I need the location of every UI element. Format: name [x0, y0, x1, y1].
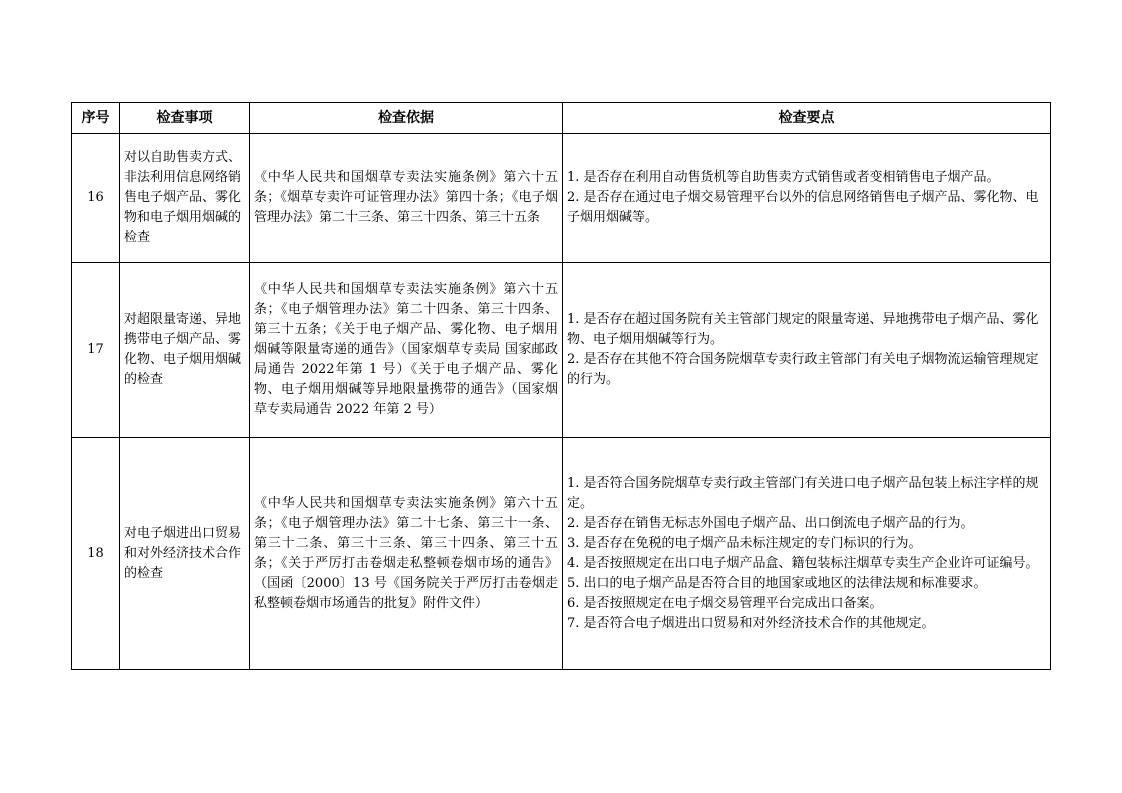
check-point: 5. 出口的电子烟产品是否符合目的地国家或地区的法律法规和标准要求。: [567, 575, 987, 591]
table-row: [72, 134, 1051, 263]
table-row: [72, 438, 1051, 670]
inspection-table: [71, 102, 1051, 670]
row-seq: 18: [72, 438, 120, 670]
check-point: 2. 是否存在通过电子烟交易管理平台以外的信息网络销售电子烟产品、雾化物、电子烟用烟碱等。: [567, 190, 1039, 225]
header-item: 检查事项: [120, 103, 250, 134]
check-point: 6. 是否按照规定在电子烟交易管理平台完成出口备案。: [567, 595, 883, 611]
row-points: [563, 134, 1051, 263]
check-point: 2. 是否存在其他不符合国务院烟草专卖行政主管部门有关电子烟物流运输管理规定的行为。: [567, 352, 1039, 387]
row-seq: 17: [72, 263, 120, 438]
row-item: 对电子烟进出口贸易和对外经济技术合作的检查: [120, 438, 250, 670]
row-points: [563, 438, 1051, 670]
check-point: 7. 是否符合电子烟进出口贸易和对外经济技术合作的其他规定。: [567, 615, 935, 631]
row-basis: 《中华人民共和国烟草专卖法实施条例》第六十五条；《电子烟管理办法》第二十四条、第三十四条、第三十五条；《关于电子烟产品、雾化物、电子烟用烟碱等限量寄递的通告》（国家烟草专卖局 国家邮政局通告 2022年第 1 号）《关于电子烟产品、雾化物、电子烟用烟碱等异地限量携带的通告》（国家烟草专卖局通告 2022 年第 2 号）: [250, 263, 563, 438]
row-item: 对超限量寄递、异地携带电子烟产品、雾化物、电子烟用烟碱的检查: [120, 263, 250, 438]
check-point: 1. 是否存在超过国务院有关主管部门规定的限量寄递、异地携带电子烟产品、雾化物、电子烟用烟碱等行为。: [567, 312, 1039, 347]
header-points: 检查要点: [563, 103, 1051, 134]
header-seq: 序号: [72, 103, 120, 134]
table-row: [72, 263, 1051, 438]
check-point: 3. 是否存在免税的电子烟产品未标注规定的专门标识的行为。: [567, 535, 922, 551]
row-basis: 《中华人民共和国烟草专卖法实施条例》第六十五条；《电子烟管理办法》第二十七条、第三十一条、第三十二条、第三十三条、第三十四条、第三十五条；《关于严厉打击卷烟走私整顿卷烟市场的通告》（国函〔2000〕13 号《国务院关于严厉打击卷烟走私整顿卷烟市场通告的批复》附件文件）: [250, 438, 563, 670]
row-basis: 《中华人民共和国烟草专卖法实施条例》第六十五条；《烟草专卖许可证管理办法》第四十条；《电子烟管理办法》第二十三条、第三十四条、第三十五条: [250, 134, 563, 263]
check-point: 1. 是否存在利用自动售货机等自助售卖方式销售或者变相销售电子烟产品。: [567, 170, 1000, 185]
row-item: 对以自助售卖方式、非法利用信息网络销售电子烟产品、雾化物和电子烟用烟碱的检查: [120, 134, 250, 263]
check-point: 1. 是否符合国务院烟草专卖行政主管部门有关进口电子烟产品包装上标注字样的规定。: [567, 475, 1039, 511]
table-header-row: [72, 103, 1051, 134]
row-seq: 16: [72, 134, 120, 263]
header-basis: 检查依据: [250, 103, 563, 134]
check-point: 4. 是否按照规定在出口电子烟产品盒、籍包装标注烟草专卖生产企业许可证编号。: [567, 555, 1039, 571]
row-points: [563, 263, 1051, 438]
check-point: 2. 是否存在销售无标志外国电子烟产品、出口倒流电子烟产品的行为。: [567, 515, 974, 531]
